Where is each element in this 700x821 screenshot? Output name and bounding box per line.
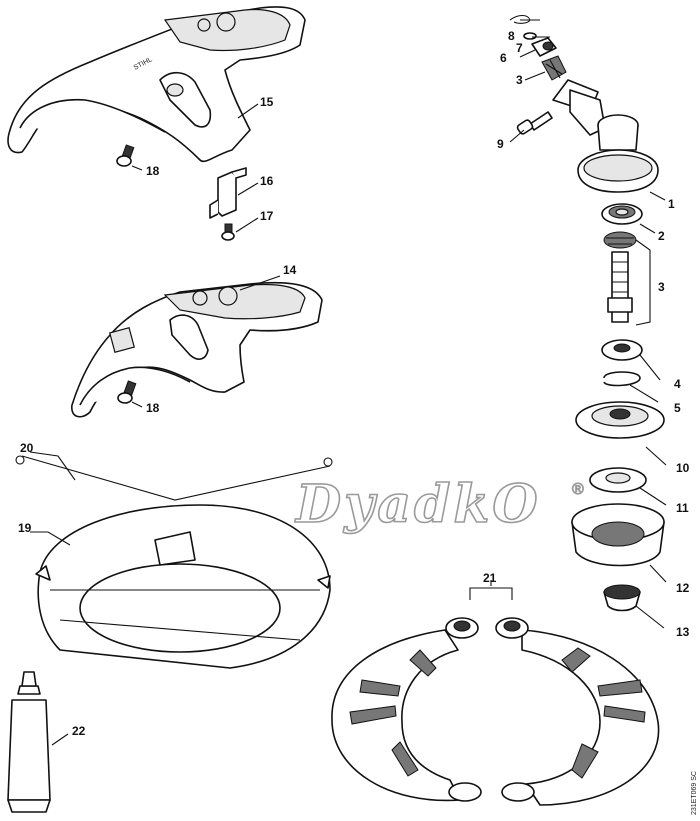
part-3-bevel-gear-small <box>542 56 566 80</box>
callout-9: 9 <box>497 137 504 151</box>
part-15-deflector-upper <box>8 7 305 161</box>
callout-6: 6 <box>500 51 507 65</box>
callout-10: 10 <box>676 461 690 475</box>
part-6-bearing <box>532 38 556 56</box>
part-21-split-guard <box>332 618 659 805</box>
part-19-guard-ring <box>36 505 330 668</box>
part-8-circlip <box>510 16 530 24</box>
registered-mark: ® <box>572 481 584 498</box>
part-2-ball-bearing <box>602 204 642 224</box>
callout-8: 8 <box>508 29 515 43</box>
callout-21: 21 <box>483 571 497 585</box>
part-18-screw-upper <box>117 145 134 166</box>
watermark <box>294 474 584 535</box>
svg-text:STIHL: STIHL <box>132 56 154 72</box>
callout-16: 16 <box>260 174 274 188</box>
part-22-grease-tube <box>8 672 50 812</box>
callout-15: 15 <box>260 95 274 109</box>
part-17-screw <box>222 224 234 240</box>
callout-13: 13 <box>676 625 690 639</box>
callout-17: 17 <box>260 209 274 223</box>
part-14-deflector-lower <box>72 283 322 417</box>
part-3-bevel-gear-shaft <box>604 232 636 322</box>
watermark-text: DyadkO <box>296 474 541 535</box>
callout-3-gear: 3 <box>516 73 523 87</box>
callout-2: 2 <box>658 229 665 243</box>
callout-22: 22 <box>72 724 86 738</box>
part-13-nut <box>604 585 640 611</box>
callout-14: 14 <box>283 263 297 277</box>
part-7-washer <box>524 33 536 39</box>
callout-4: 4 <box>674 377 681 391</box>
callout-1: 1 <box>668 197 675 211</box>
part-5-thrust-washer <box>576 402 664 438</box>
callout-19: 19 <box>18 521 32 535</box>
part-12-rider-plate <box>572 504 664 566</box>
callout-11: 11 <box>676 501 689 515</box>
callout-5: 5 <box>674 401 681 415</box>
part-1-gear-housing <box>553 80 658 192</box>
callout-18-lower: 18 <box>146 401 160 415</box>
callout-7: 7 <box>516 41 523 55</box>
part-20-wire-spring <box>16 456 332 500</box>
part-11-thrust-plate <box>590 468 646 492</box>
drawing-code: 231ET069 SC <box>691 771 698 815</box>
callout-20: 20 <box>20 441 34 455</box>
part-4-ball-bearing <box>602 340 642 360</box>
callout-18-upper: 18 <box>146 164 160 178</box>
part-4-circlip <box>604 372 640 385</box>
callout-3-shaft: 3 <box>658 280 665 294</box>
callout-12: 12 <box>676 581 690 595</box>
